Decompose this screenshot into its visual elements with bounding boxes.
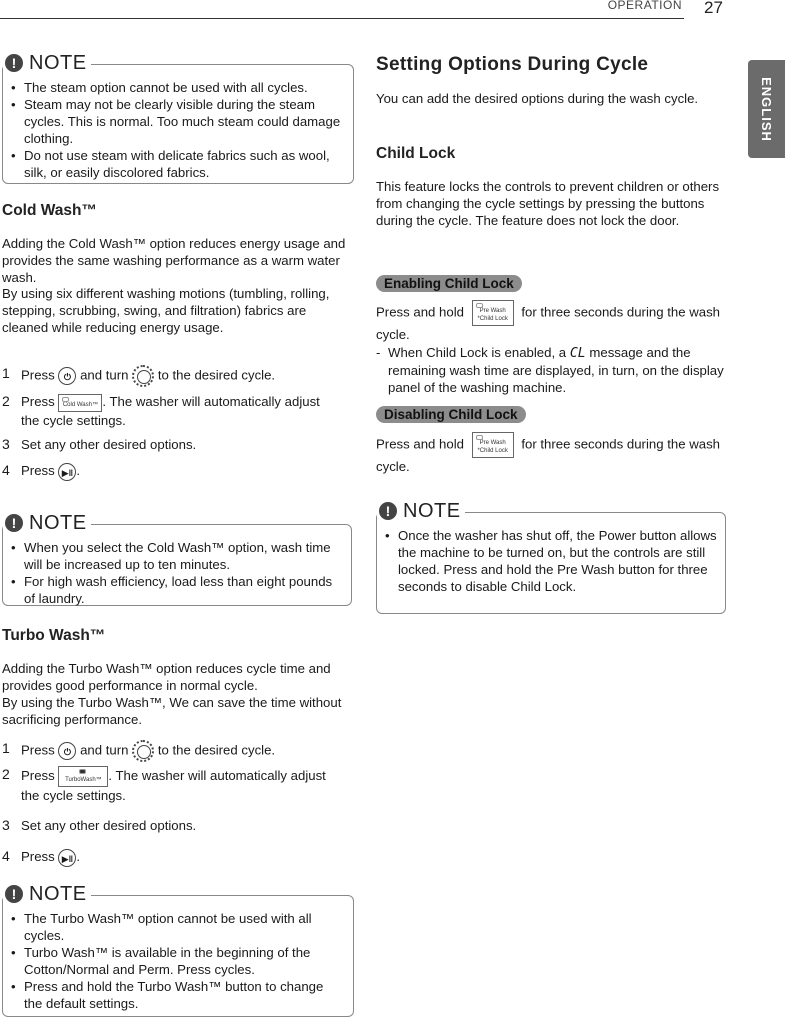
led-icon [476, 303, 483, 308]
step-text: Press [21, 849, 55, 864]
cold-wash-step-1 [2, 365, 352, 385]
note-list [11, 910, 345, 1012]
turbo-wash-step-1 [2, 740, 352, 760]
note-item: • The steam option cannot be used with all cycles. [11, 79, 345, 96]
disabling-instruction [376, 432, 726, 475]
cold-wash-step-4 [2, 462, 352, 482]
step-text: . The washer will automatically adjust the cycle settings. [21, 767, 326, 803]
pre-wash-button-icon [472, 432, 514, 458]
note-list [385, 527, 717, 595]
button-label: Cold Wash™ [62, 401, 98, 408]
step-text: and turn [80, 742, 129, 758]
note-item: • Once the washer has shut off, the Power button allows the machine to be turned on, but the controls are still locked. Press and hold the Pre Wash button for three seconds to disable Child Lock. [385, 527, 717, 595]
exclamation-icon: ! [5, 514, 23, 532]
pre-wash-button-icon [472, 300, 514, 326]
note-header [3, 51, 91, 74]
detail-text: When Child Lock is enabled, a [388, 345, 567, 360]
note-item: • Do not use steam with delicate fabrics such as wool, silk, or easily discolored fabrics. [11, 147, 345, 181]
language-tab [748, 60, 785, 158]
note-list [11, 539, 343, 607]
note-header [3, 511, 91, 534]
step-number: 3 [2, 817, 10, 833]
turbo-wash-step-3 [2, 817, 352, 835]
setting-options-intro: You can add the desired options during the wash cycle. [376, 91, 699, 106]
note-title: NOTE [403, 499, 461, 522]
cold-wash-step-2 [2, 393, 352, 429]
language-tab-label: ENGLISH [759, 76, 775, 142]
step-body [21, 848, 341, 867]
note-steam [2, 51, 354, 184]
note-item: • When you select the Cold Wash™ option, wash time will be increased up to ten minutes. [11, 539, 343, 573]
start-pause-icon: ▶‖ [58, 463, 76, 481]
step-number: 2 [2, 766, 10, 782]
step-text: Press [21, 767, 55, 783]
step-text: Press [21, 742, 55, 758]
note-header [3, 882, 91, 905]
power-button-icon: ⏻ [58, 367, 76, 385]
step-text: and turn [80, 367, 129, 383]
page-number: 27 [704, 0, 723, 17]
note-item: • Press and hold the Turbo Wash™ button to change the default settings. [11, 978, 345, 1012]
cold-wash-paragraph: Adding the Cold Wash™ option reduces energy usage and provides the same washing performance as a warm water wash. [2, 236, 346, 285]
dash-marker: - [376, 345, 381, 360]
led-icon [79, 769, 86, 774]
step-body [21, 393, 341, 429]
step-text: Press [21, 367, 55, 383]
step-body [21, 766, 341, 804]
led-icon [62, 397, 69, 402]
step-number: 1 [2, 740, 10, 756]
button-label: TurboWash™ [65, 777, 102, 783]
cold-wash-paragraph: By using six different washing motions (tumbling, rolling, stepping, scrubbing, swing, and filtration) fabrics are cleaned while reducing energy usage. [2, 286, 330, 335]
cold-wash-button-icon [58, 394, 102, 412]
note-title: NOTE [29, 511, 87, 534]
detail-text: message and the remaining wash time are displayed, in turn, on the display panel of the washing machine. [388, 345, 724, 395]
note-item: • The Turbo Wash™ option cannot be used with all cycles. [11, 910, 345, 944]
button-label-top: Pre Wash [479, 440, 506, 446]
note-item: • For high wash efficiency, load less than eight pounds of laundry. [11, 573, 343, 607]
turbo-wash-heading: Turbo Wash™ [2, 627, 106, 644]
cycle-dial-icon [132, 740, 154, 762]
button-label-bottom: *Child Lock [477, 448, 508, 454]
step-body [21, 740, 341, 762]
child-lock-heading: Child Lock [376, 145, 456, 162]
step-text: Press [21, 463, 55, 478]
note-turbo-wash [2, 882, 354, 1017]
step-text: Press [21, 394, 55, 409]
note-list [11, 79, 345, 181]
note-title: NOTE [29, 51, 87, 74]
start-pause-icon: ▶‖ [58, 849, 76, 867]
enabling-child-lock-label: Enabling Child Lock [376, 275, 522, 292]
step-text: . The washer will automatically adjust the cycle settings. [21, 394, 320, 428]
button-label-top: Pre Wash [479, 308, 506, 314]
step-text: . [76, 849, 81, 864]
child-lock-description: This feature locks the controls to prevent children or others from changing the cycle settings by pressing the buttons during the cycle. The feature does not lock the door. [376, 179, 720, 228]
note-item: • Steam may not be clearly visible during the steam cycles. This is normal. Too much steam could damage clothing. [11, 96, 345, 147]
step-text: to the desired cycle. [157, 742, 276, 758]
step-number: 1 [2, 365, 10, 381]
turbo-wash-step-4 [2, 848, 352, 868]
step-number: 3 [2, 436, 10, 452]
step-body [21, 365, 341, 387]
disabling-child-lock-label: Disabling Child Lock [376, 406, 526, 423]
step-text: to the desired cycle. [157, 367, 276, 383]
exclamation-icon: ! [379, 502, 397, 520]
exclamation-icon: ! [5, 54, 23, 72]
instruction-text: Press and hold [376, 304, 464, 320]
cold-wash-step-3 [2, 436, 352, 454]
header-rule [0, 18, 684, 19]
instruction-text: Press and hold [376, 436, 464, 452]
step-text: . [76, 463, 81, 478]
instruction-text: for three seconds during the wash cycle. [376, 436, 720, 474]
turbo-wash-button-icon [58, 766, 108, 787]
detail-body [388, 344, 728, 396]
cycle-dial-icon [132, 365, 154, 387]
note-child-lock [376, 499, 726, 614]
note-title: NOTE [29, 882, 87, 905]
note-item: • Turbo Wash™ is available in the beginning of the Cotton/Normal and Perm. Press cycles. [11, 944, 345, 978]
turbo-wash-paragraph: Adding the Turbo Wash™ option reduces cycle time and provides good performance in normal cycle. [2, 661, 331, 693]
note-cold-wash [2, 511, 352, 606]
step-text: Set any other desired options. [21, 437, 197, 452]
step-number: 4 [2, 848, 10, 864]
cold-wash-heading: Cold Wash™ [2, 202, 98, 219]
led-icon [476, 435, 483, 440]
setting-options-heading: Setting Options During Cycle [376, 54, 649, 75]
section-label: OPERATION [607, 0, 682, 12]
exclamation-icon: ! [5, 885, 23, 903]
power-button-icon: ⏻ [58, 742, 76, 760]
step-number: 2 [2, 393, 10, 409]
cl-display-code: CL [569, 346, 586, 361]
instruction-text: for three seconds during the wash cycle. [376, 304, 720, 342]
step-body [21, 462, 341, 481]
turbo-wash-paragraph: By using the Turbo Wash™, We can save the time without sacrificing performance. [2, 695, 342, 727]
step-number: 4 [2, 462, 10, 478]
turbo-wash-step-2 [2, 766, 352, 806]
enabling-instruction [376, 300, 726, 343]
note-header [377, 499, 465, 522]
step-text: Set any other desired options. [21, 818, 197, 833]
button-label-bottom: *Child Lock [477, 316, 508, 322]
